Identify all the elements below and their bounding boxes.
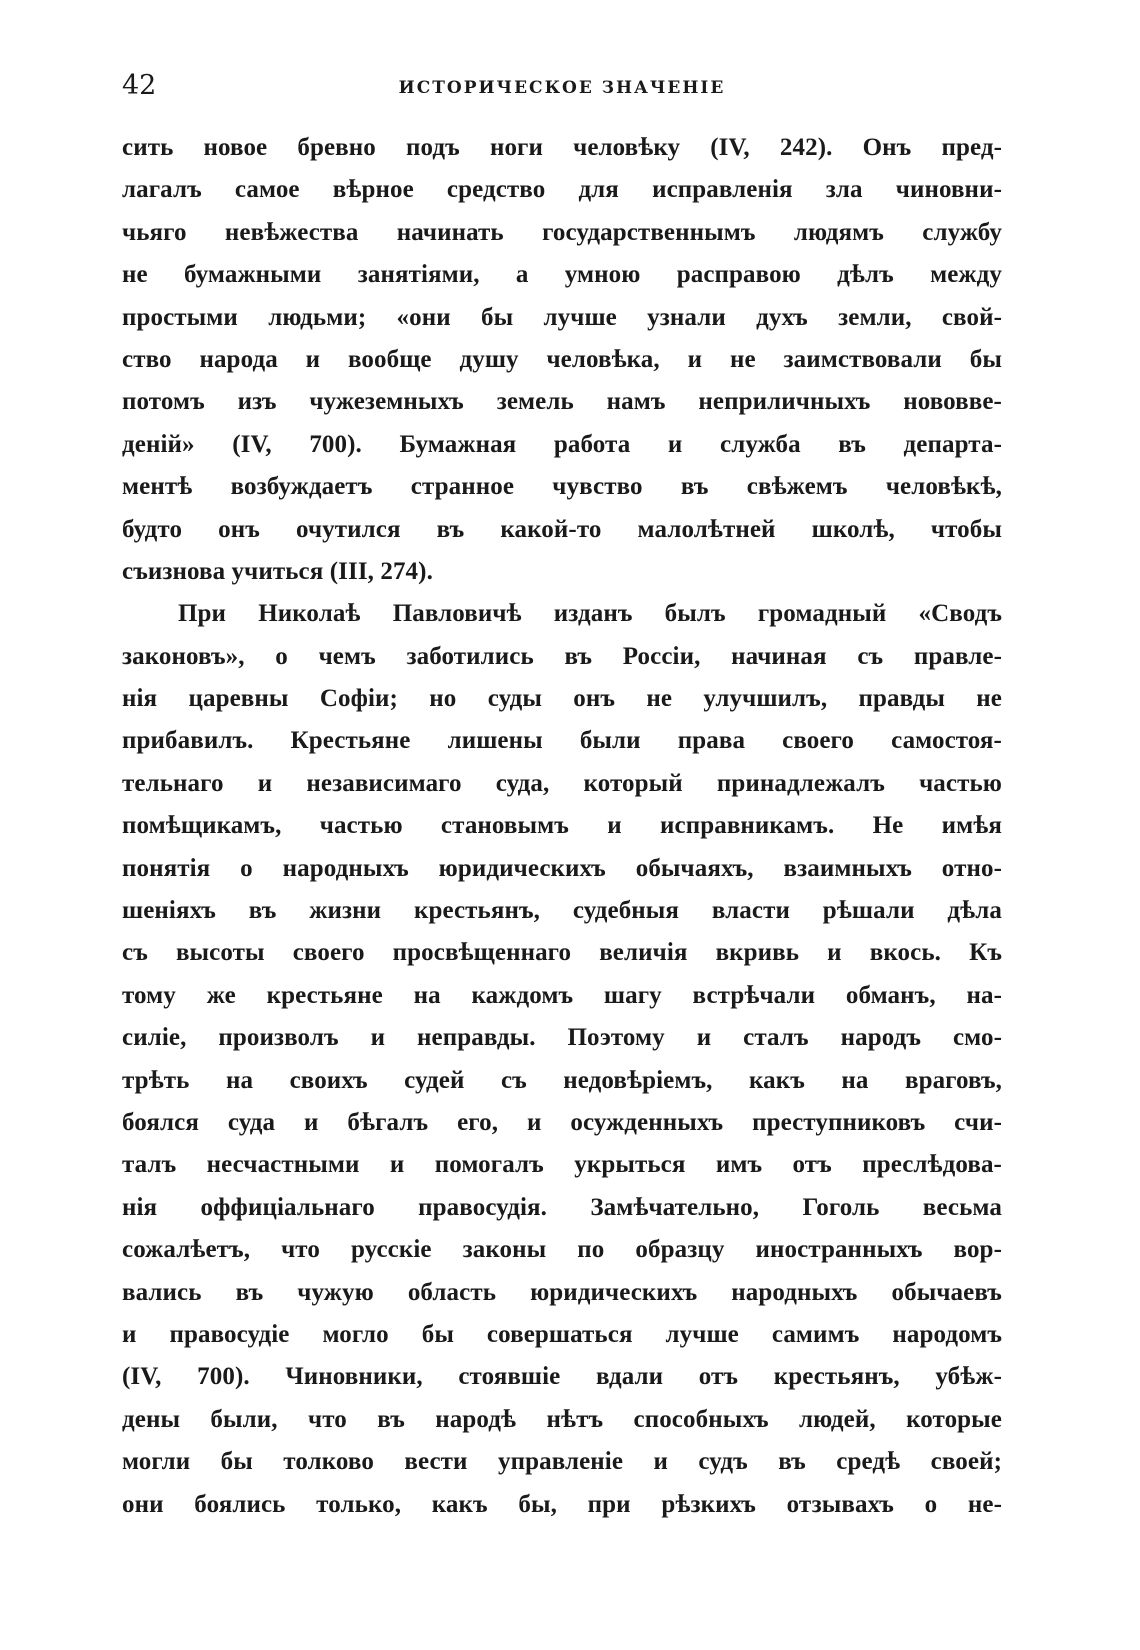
text-line: простыми людьми; «они бы лучше узнали духъ земли, свой- bbox=[122, 303, 1002, 331]
text-line: (IV, 700). Чиновники, стоявшіе вдали отъ крестьянъ, убѣж- bbox=[122, 1363, 1002, 1391]
text-line: нія оффиціальнаго правосудія. Замѣчательно, Гоголь весьма bbox=[122, 1193, 1002, 1221]
text-line: тельнаго и независимаго суда, который принадлежалъ частью bbox=[122, 769, 1002, 797]
text-line: могли бы толково вести управленіе и судъ въ средѣ своей; bbox=[122, 1448, 1002, 1476]
text-line: они боялись только, какъ бы, при рѣзкихъ отзывахъ о не- bbox=[122, 1490, 1002, 1518]
text-line: силіе, произволъ и неправды. Поэтому и сталъ народъ смо- bbox=[122, 1024, 1002, 1052]
paragraph-end-line: съизнова учиться (III, 274). bbox=[122, 557, 433, 585]
text-line: нія царевны Софіи; но суды онъ не улучшилъ, правды не bbox=[122, 685, 1002, 713]
text-line: деній» (IV, 700). Бумажная работа и служба въ департа- bbox=[122, 430, 1002, 458]
text-line: чьяго невѣжества начинать государственнымъ людямъ службу bbox=[122, 218, 1002, 246]
text-line: тому же крестьяне на каждомъ шагу встрѣчали обманъ, на- bbox=[122, 981, 1002, 1009]
text-line: и правосудіе могло бы совершаться лучше самимъ народомъ bbox=[122, 1320, 1002, 1348]
text-line: будто онъ очутился въ какой-то малолѣтней школѣ, чтобы bbox=[122, 515, 1002, 543]
text-line: ментѣ возбуждаетъ странное чувство въ свѣжемъ человѣкѣ, bbox=[122, 473, 1002, 501]
page-number: 42 bbox=[122, 70, 157, 101]
text-line: съ высоты своего просвѣщеннаго величія вкривь и вкось. Къ bbox=[122, 939, 1002, 967]
text-line: трѣть на своихъ судей съ недовѣріемъ, какъ на враговъ, bbox=[122, 1066, 1002, 1094]
text-line: прибавилъ. Крестьяне лишены были права своего самостоя- bbox=[122, 727, 1002, 755]
text-line: вались въ чужую область юридическихъ народныхъ обычаевъ bbox=[122, 1278, 1002, 1306]
text-line: законовъ», о чемъ заботились въ Россіи, начиная съ правле- bbox=[122, 642, 1002, 670]
text-line: понятія о народныхъ юридическихъ обычаяхъ, взаимныхъ отно- bbox=[122, 854, 1002, 882]
text-line: лагалъ самое вѣрное средство для исправленія зла чиновни- bbox=[122, 176, 1002, 204]
text-line: не бумажными занятіями, а умною расправою дѣлъ между bbox=[122, 261, 1002, 289]
text-line: шеніяхъ въ жизни крестьянъ, судебныя власти рѣшали дѣла bbox=[122, 897, 1002, 925]
text-line: сить новое бревно подъ ноги человѣку (IV, 242). Онъ пред- bbox=[122, 134, 1002, 161]
text-line: талъ несчастными и помогалъ укрыться имъ отъ преслѣдова- bbox=[122, 1151, 1002, 1179]
running-title: ИСТОРИЧЕСКОЕ ЗНАЧЕНІЕ bbox=[398, 78, 726, 98]
body-text bbox=[122, 127, 1002, 1526]
text-line: сожалѣетъ, что русскіе законы по образцу иностранныхъ вор- bbox=[122, 1236, 1002, 1264]
text-line: ство народа и вообще душу человѣка, и не заимствовали бы bbox=[122, 345, 1002, 373]
paragraph-start-line: При Николаѣ Павловичѣ изданъ былъ громадный «Сводъ bbox=[178, 600, 1002, 628]
text-line: боялся суда и бѣгалъ его, и осужденныхъ преступниковъ счи- bbox=[122, 1108, 1002, 1136]
text-line: потомъ изъ чужеземныхъ земель намъ неприличныхъ нововве- bbox=[122, 388, 1002, 416]
text-line: помѣщикамъ, частью становымъ и исправникамъ. Не имѣя bbox=[122, 812, 1002, 840]
running-head bbox=[122, 66, 1002, 106]
text-line: дены были, что въ народѣ нѣтъ способныхъ людей, которые bbox=[122, 1405, 1002, 1433]
